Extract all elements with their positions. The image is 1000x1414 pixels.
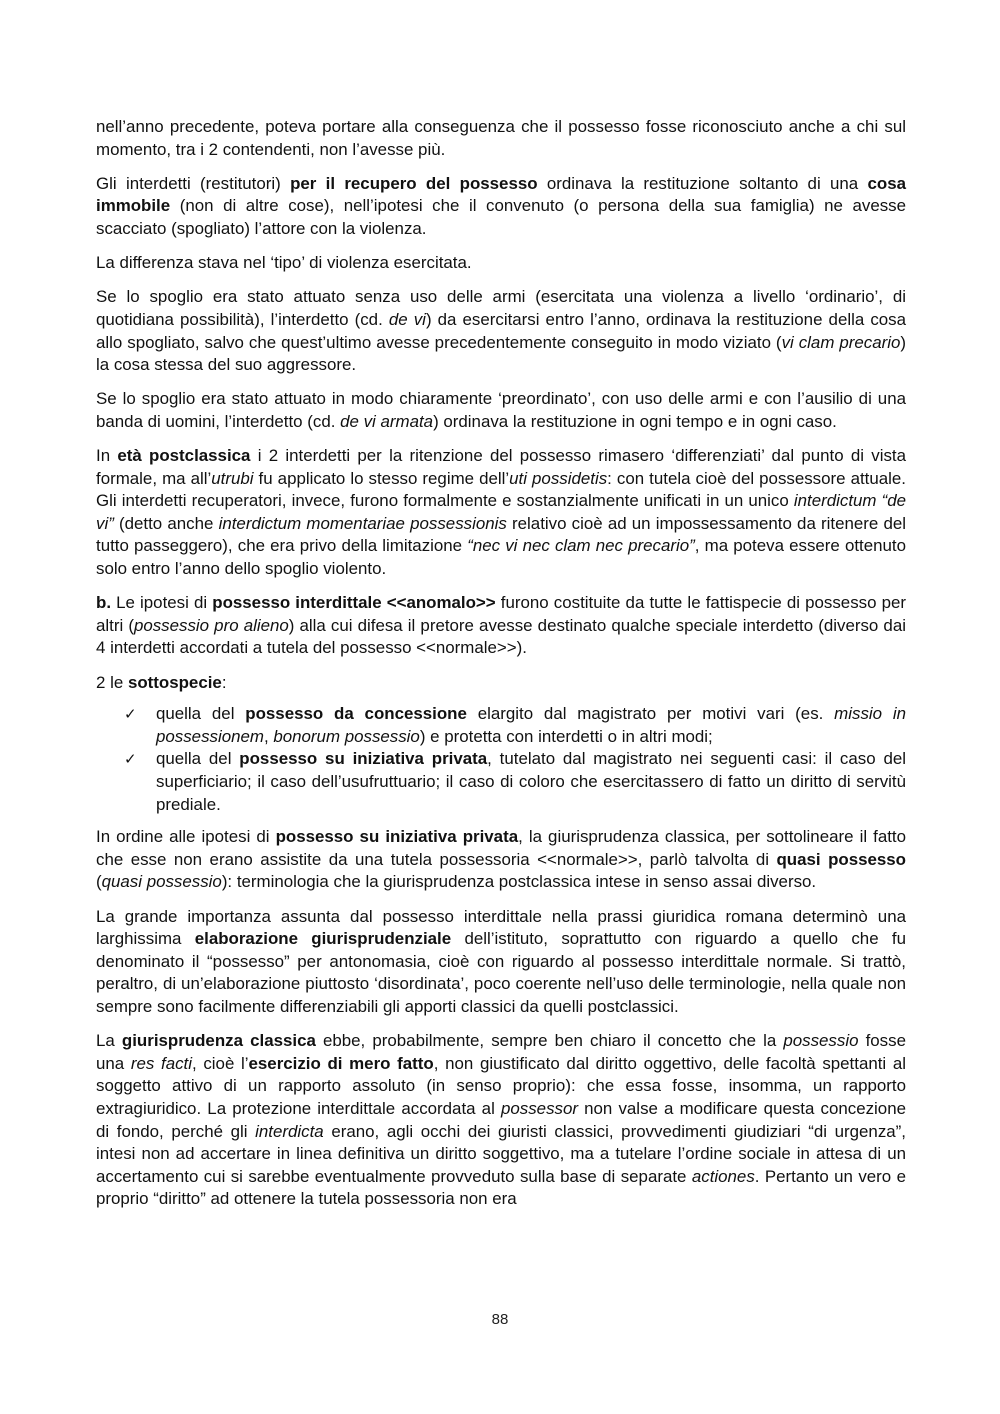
italic-text: quasi possessio [101,872,222,892]
list-item-text [156,704,906,746]
bold-text: possesso da concessione [245,704,467,724]
text-run: fu applicato lo stesso regime dell’ [253,468,510,488]
italic-text: “nec vi nec clam nec precario” [467,536,695,556]
paragraph [96,445,906,581]
text-run: : con tutela cioè del possessore attuale. Gli interdetti recuperatori, invece, furono formalmente e sostanzialmente unificati in un unico [96,468,906,511]
bold-text: possesso su iniziativa privata [275,827,519,847]
checkmark-icon: ✓ [124,705,137,724]
bold-text: possesso interdittale <<anomalo>> [212,593,496,613]
text-run: , ma poteva essere ottenuto solo entro l’anno dello spoglio violento. [96,536,906,579]
italic-text: interdicta [255,1121,324,1141]
italic-text: missio in possessionem [156,704,907,746]
text-run: (detto anche [113,513,219,533]
text-run: furono costituite da tutte le fattispecie di possesso per altri ( [96,593,907,635]
text-run: , [263,726,274,746]
page-body [96,116,906,1222]
list-item [96,748,906,816]
text-run: , tutelato dal magistrato nei seguenti casi: il caso del superficiario; il caso dell’usufruttuario; il caso di coloro che esercitassero di fatto un diritto di servitù prediale. [156,749,906,814]
text-run: . Pertanto un vero e proprio “diritto” ad ottenere la tutela possessoria non era [96,1166,906,1209]
italic-text: vi clam precario [781,332,901,352]
bold-text: cosa immobile [96,173,906,216]
paragraph [96,388,906,433]
text-run: La grande importanza assunta dal possesso interdittale nella prassi giuridica romana determinò una larghissima [96,906,906,949]
italic-text: interdictum “de vi” [96,491,907,533]
text-run: ) la cosa stessa del suo aggressore. [96,332,906,375]
checkmark-icon: ✓ [124,750,137,769]
bold-text: per il recupero del possesso [290,173,538,193]
italic-text: bonorum possessio [273,726,420,746]
text-run: In ordine alle ipotesi di [96,827,276,847]
text-run: Se lo spoglio era stato attuato senza uso delle armi (esercitata una violenza a livello ‘ordinario’, di quotidiana possibilità), l’interdetto (cd. [96,287,906,329]
bold-text: giurisprudenza classica [121,1031,316,1051]
checklist [96,703,906,816]
italic-text: de vi [388,309,426,329]
italic-text: res facti [130,1053,192,1073]
text-run: ) e protetta con interdetti o in altri modi; [419,726,713,746]
text-run: 2 le [96,672,128,692]
bold-text: esercizio di mero fatto [248,1053,434,1073]
text-run: ): terminologia che la giurisprudenza postclassica intese in senso assai diverso. [221,872,817,892]
page-number: 88 [491,1311,509,1328]
italic-text: possessio [783,1031,859,1051]
text-run: , non giustificato dal diritto oggettivo, delle facoltà spettanti al soggetto attivo di un rapporto assoluto (in senso proprio): che essa fosse, insomma, un rapporto extragiuridico. La protezione interdittale accordata al [96,1053,906,1118]
text-run: Le ipotesi di [111,593,213,613]
list-item [96,703,906,748]
text-run: fosse una [96,1031,906,1073]
bold-text: sottospecie [127,672,222,692]
paragraph [96,592,906,660]
text-run: non valse a modificare questa concezione di fondo, perché gli [96,1098,906,1141]
text-run: elargito dal magistrato per motivi vari (es. [466,704,835,724]
bold-text: elaborazione giurisprudenziale [194,929,452,949]
text-run: nell’anno precedente, poteva portare alla conseguenza che il possesso fosse riconosciuto anche a chi sul momento, tra i 2 contendenti, non l’avesse più. [96,117,906,159]
text-run: ) alla cui difesa il pretore avesse destinato qualche speciale interdetto (diverso dai 4 interdetti accordati a tutela del possesso <<normale>>). [96,615,906,658]
italic-text: uti possidetis [509,468,608,488]
italic-text: de vi armata [340,411,434,431]
paragraph [96,173,906,241]
text-run: relativo cioè ad un impossessamento da ritenere del tutto passeggero), che era privo della limitazione [96,513,907,556]
text-run: La differenza stava nel ‘tipo’ di violenza esercitata. [96,253,472,273]
italic-text: actiones [691,1166,755,1186]
text-run: ( [96,872,102,892]
paragraph [96,116,906,161]
paragraph [96,286,906,376]
text-run: : [221,672,227,692]
bold-text: b. [96,593,112,613]
list-item-text [156,749,906,813]
paragraph [96,1030,906,1211]
text-run: , cioè l’ [191,1053,249,1073]
text-run: ebbe, probabilmente, sempre ben chiaro il concetto che la [315,1031,784,1051]
paragraph [96,906,906,1019]
paragraph [96,252,906,275]
paragraph [96,826,906,894]
text-run: i 2 interdetti per la ritenzione del possesso rimasero ‘differenziati’ dal punto di vista formale, ma all’ [96,446,907,488]
text-run: ) ordinava la restituzione in ogni tempo e in ogni caso. [433,411,837,431]
paragraph [96,672,906,695]
bold-text: quasi possesso [776,849,906,869]
text-run: In [96,446,118,466]
italic-text: utrubi [211,468,254,488]
italic-text: possessio pro alieno [133,615,289,635]
text-run: ordinava la restituzione soltanto di una [537,173,868,193]
text-run: Gli interdetti (restitutori) [96,173,291,193]
bold-text: età postclassica [117,446,251,466]
text-run: erano, agli occhi dei giuristi classici, provvedimenti giudiziari “di urgenza”, intesi non ad accertare in linea definitiva un diritto soggettivo, ma a tutelare l’ordine sociale in attesa di un accertamento cui si sarebbe eventualmente provveduto sulla base di separate [96,1121,906,1186]
bold-text: possesso su iniziativa privata [239,749,488,769]
text-run: (non di altre cose), nell’ipotesi che il convenuto (o persona della sua famiglia) ne avesse scacciato (spogliato) l’attore con la violenza. [96,196,906,238]
text-run: quella del [156,704,246,724]
text-run: Se lo spoglio era stato attuato in modo chiaramente ‘preordinato’, con uso delle armi e con l’ausilio di una banda di uomini, l’interdetto (cd. [96,389,906,431]
text-run: , la giurisprudenza classica, per sottolineare il fatto che esse non erano assistite da una tutela possessoria <<normale>>, parlò talvolta di [96,827,906,869]
italic-text: possessor [501,1098,578,1118]
italic-text: interdictum momentariae possessionis [218,513,507,533]
text-run: quella del [156,749,240,769]
text-run: dell’istituto, soprattutto con riguardo a quello che fu denominato il “possesso” per antonomasia, cioè con riguardo al possesso interdittale normale. Si trattò, peraltro, di un’elaborazione piuttosto ‘disordinata’, poco coerente nell’uso delle terminologie, nella quale non sempre sono facilmente differenziabili gli apporti classici da quelli postclassici. [96,929,906,1016]
text-run: La [96,1031,122,1051]
text-run: ) da esercitarsi entro l’anno, ordinava la restituzione della cosa allo spogliato, salvo che quest’ultimo avesse precedentemente conseguito in modo viziato ( [96,309,906,352]
